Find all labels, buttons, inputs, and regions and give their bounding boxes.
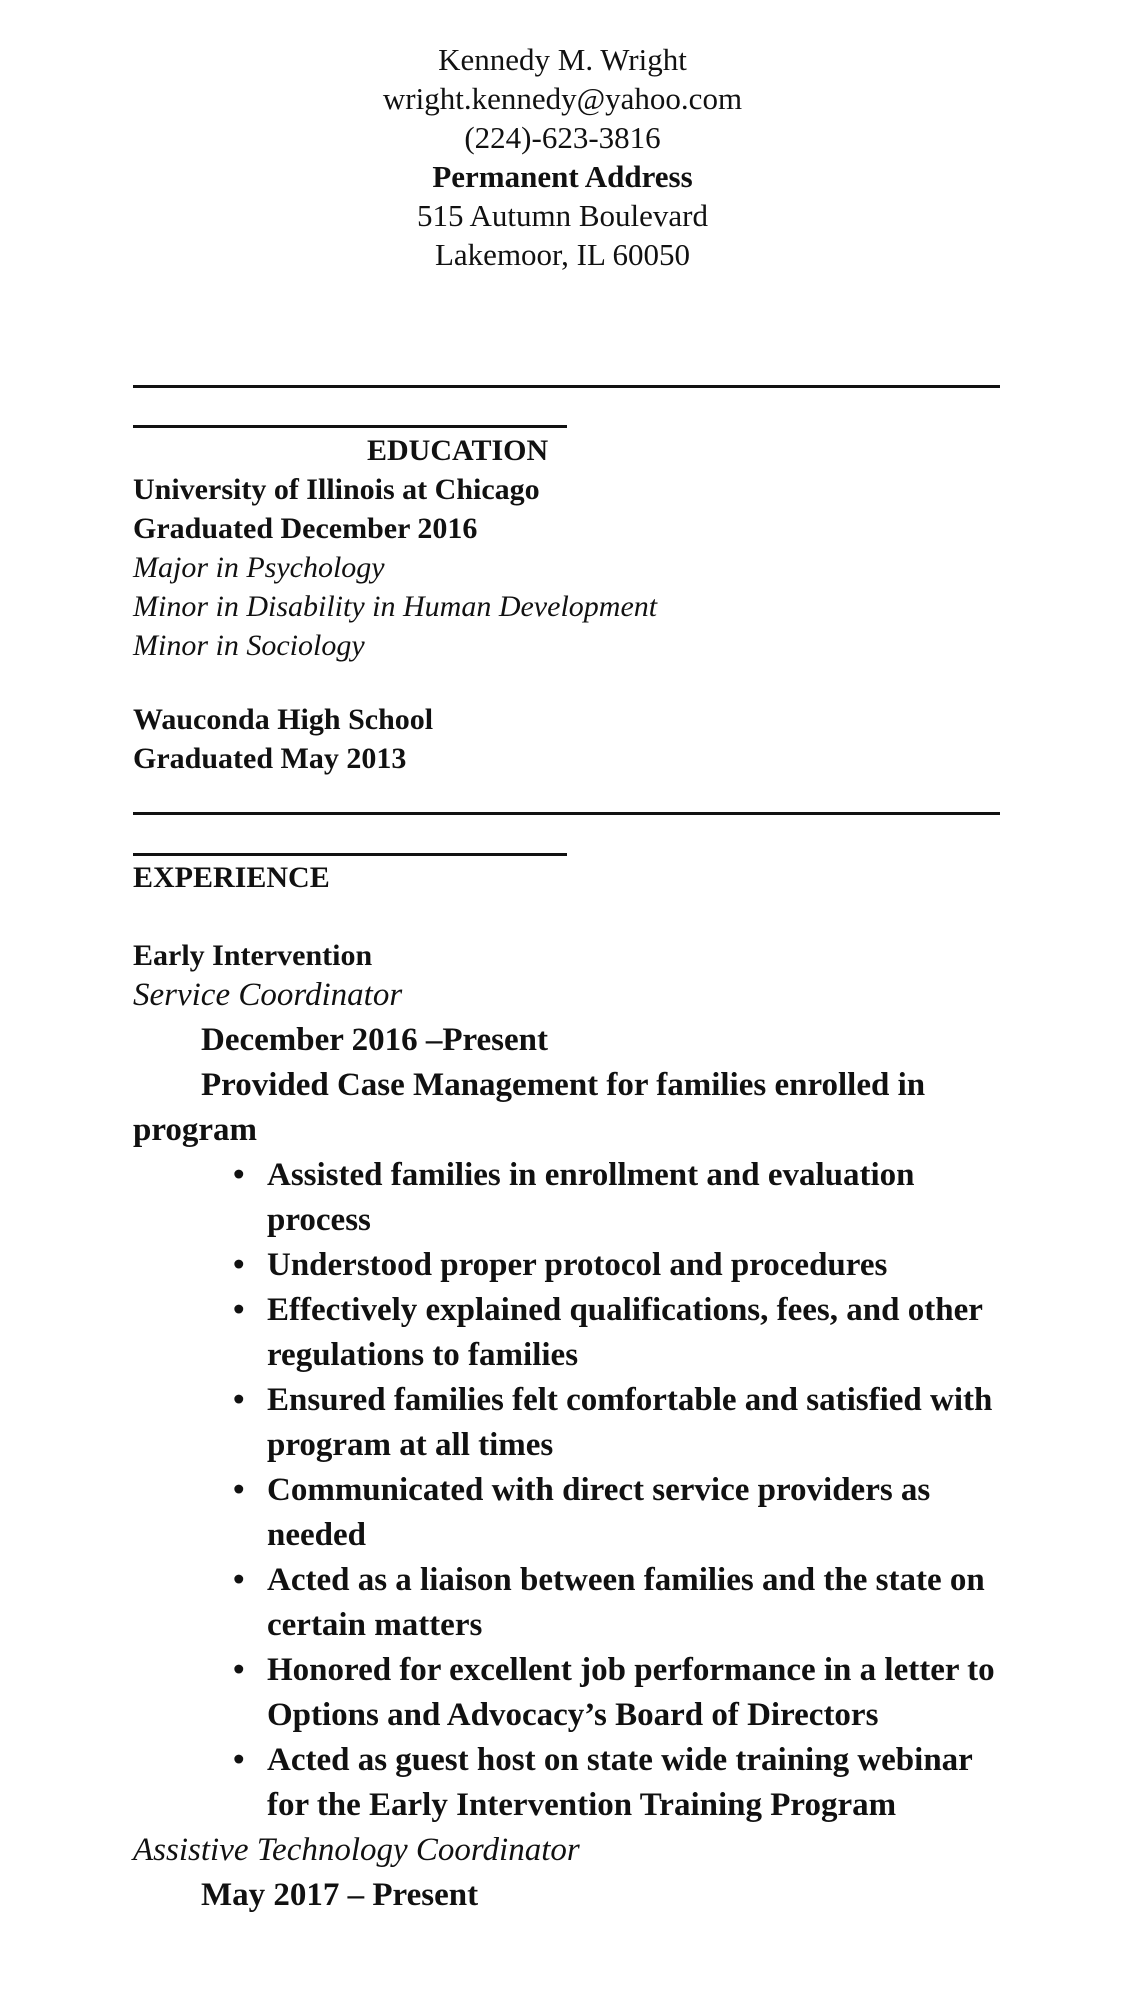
bullet-text: Honored for excellent job performance in a letter to Options and Advocacy’s Board of Directors [267, 1652, 995, 1733]
list-item [233, 1153, 1013, 1243]
job-dates: December 2016 –Present [201, 1022, 548, 1058]
employer-name: Early Intervention [133, 939, 373, 972]
address-city: Lakemoor, IL 60050 [434, 237, 690, 272]
job-title: Service Coordinator [133, 977, 403, 1013]
list-item [233, 1243, 1013, 1288]
experience-org-block [133, 936, 372, 975]
bullet-text: Ensured families felt comfortable and satisfied with program at all times [267, 1382, 993, 1463]
applicant-phone: (224)-623-3816 [464, 120, 661, 155]
high-school-name: Wauconda High School [133, 703, 434, 736]
bullet-marker: • [233, 1292, 245, 1328]
address-street: 515 Autumn Boulevard [416, 198, 709, 233]
high-school-block [133, 700, 433, 778]
job-title: Assistive Technology Coordinator [133, 1832, 580, 1868]
job-summary: Provided Case Management for families enrolled in program [133, 1067, 926, 1148]
section-divider [133, 853, 567, 856]
experience-heading: EXPERIENCE [133, 861, 330, 894]
job-bullets [133, 1153, 1013, 1828]
list-item [233, 1468, 1013, 1558]
address-label: Permanent Address [432, 159, 693, 194]
bullet-marker: • [233, 1472, 245, 1508]
list-item [233, 1558, 1013, 1648]
list-item [233, 1738, 1013, 1828]
bullet-marker: • [233, 1382, 245, 1418]
university-name: University of Illinois at Chicago [133, 473, 540, 506]
list-item [233, 1288, 1013, 1378]
bullet-text: Acted as a liaison between families and the state on certain matters [267, 1562, 985, 1643]
major: Major in Psychology [133, 551, 385, 584]
education-heading: EDUCATION [367, 434, 549, 467]
section-divider [133, 425, 567, 428]
bullet-marker: • [233, 1562, 245, 1598]
bullet-text: Acted as guest host on state wide training webinar for the Early Intervention Training Program [267, 1742, 973, 1823]
bullet-marker: • [233, 1247, 245, 1283]
section-divider [133, 812, 1000, 815]
job-dates: May 2017 – Present [201, 1877, 479, 1913]
bullet-marker: • [233, 1652, 245, 1688]
education-section [133, 470, 657, 665]
university-graduation: Graduated December 2016 [133, 512, 478, 545]
bullet-marker: • [233, 1742, 245, 1778]
minor-2: Minor in Sociology [133, 629, 365, 662]
experience-details [133, 973, 1013, 1918]
bullet-text: Communicated with direct service providers as needed [267, 1472, 931, 1553]
bullet-text: Effectively explained qualifications, fees, and other regulations to families [267, 1292, 983, 1373]
section-divider [133, 385, 1000, 388]
contact-header [0, 40, 1125, 274]
applicant-email: wright.kennedy@yahoo.com [382, 81, 743, 116]
high-school-graduation: Graduated May 2013 [133, 742, 407, 775]
bullet-text: Assisted families in enrollment and evaluation process [267, 1157, 915, 1238]
bullet-text: Understood proper protocol and procedures [267, 1247, 888, 1283]
minor-1: Minor in Disability in Human Development [133, 590, 658, 623]
applicant-name: Kennedy M. Wright [438, 42, 687, 77]
bullet-marker: • [233, 1157, 245, 1193]
list-item [233, 1648, 1013, 1738]
list-item [233, 1378, 1013, 1468]
